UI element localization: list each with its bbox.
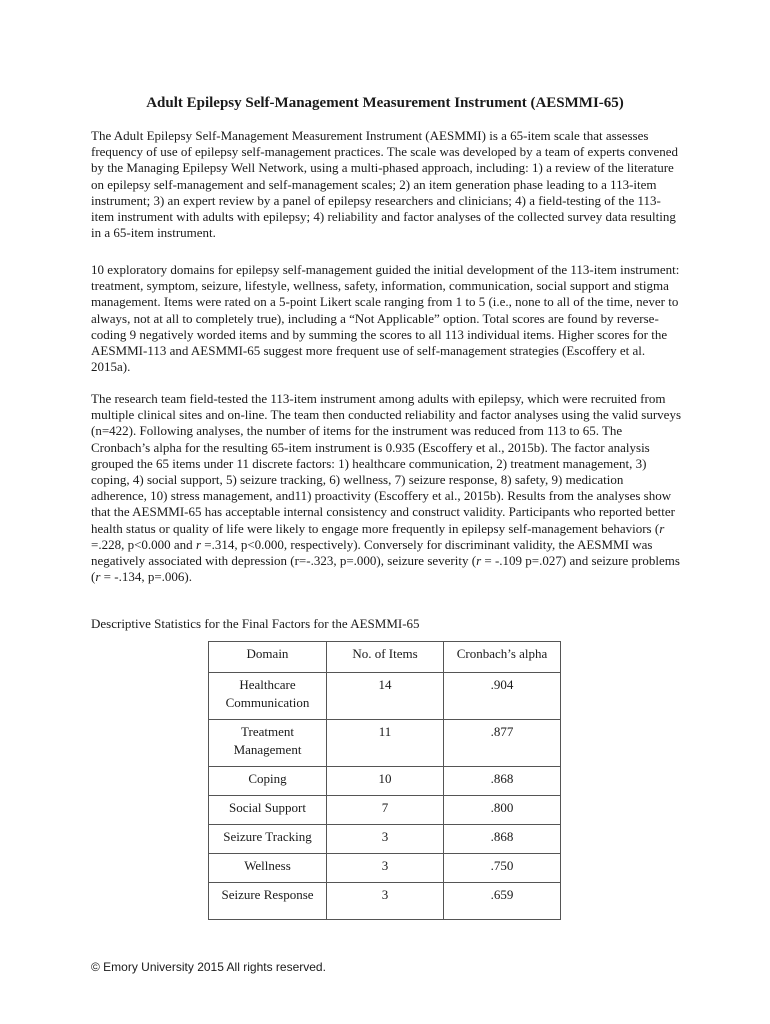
cell-domain: Seizure Tracking <box>209 825 327 854</box>
cell-items: 3 <box>327 883 444 920</box>
results-text-c: =.314, p<0.000, respectively). Conversely for discriminant validity, the AESMMI was negatively associated with depression (r=-.323, p=.000), seizure severity ( <box>91 536 653 569</box>
cell-domain: Healthcare Communication <box>209 673 327 720</box>
cell-items: 3 <box>327 825 444 854</box>
cell-alpha: .877 <box>444 720 561 767</box>
table-row <box>209 796 561 825</box>
table-row <box>209 720 561 767</box>
cell-alpha: .659 <box>444 883 561 920</box>
cell-alpha: .868 <box>444 825 561 854</box>
header-items: No. of Items <box>327 642 444 673</box>
table-row <box>209 854 561 883</box>
statistics-table <box>208 641 561 920</box>
table-row <box>209 673 561 720</box>
table-row <box>209 883 561 920</box>
table-row <box>209 825 561 854</box>
cell-alpha: .868 <box>444 767 561 796</box>
cell-alpha: .750 <box>444 854 561 883</box>
header-alpha: Cronbach’s alpha <box>444 642 561 673</box>
document-title: Adult Epilepsy Self-Management Measurement Instrument (AESMMI-65) <box>146 95 624 111</box>
header-domain: Domain <box>209 642 327 673</box>
r-symbol: r <box>195 536 201 552</box>
table-row <box>209 767 561 796</box>
cell-alpha: .800 <box>444 796 561 825</box>
cell-items: 7 <box>327 796 444 825</box>
cell-items: 14 <box>327 673 444 720</box>
r-symbol: r <box>659 520 665 536</box>
r-symbol: r <box>95 569 101 585</box>
results-paragraph <box>91 391 681 585</box>
cell-domain: Seizure Response <box>209 883 327 920</box>
cell-domain: Wellness <box>209 854 327 883</box>
cell-alpha: .904 <box>444 673 561 720</box>
cell-domain: Social Support <box>209 796 327 825</box>
results-text-b: =.228, p<0.000 and <box>91 536 196 552</box>
cell-domain: Coping <box>209 767 327 796</box>
results-text-e: = -.134, p=.006). <box>100 569 192 585</box>
domains-paragraph: 10 exploratory domains for epilepsy self-management guided the initial development of the 113-item instrument: treatment, symptom, seizure, lifestyle, wellness, safety, information, communication, social support and stigma management. Items were rated on a 5-point Likert scale ranging from 1 to 5 (i.e., none to all of the time, never to always, not at all to completely true), including a “Not Applicable” option. Total scores are found by reverse-coding 9 negatively worded items and by summing the scores to all 113 individual items. Higher scores for the AESMMI-113 and AESMMI-65 suggest more frequent use of self-management strategies (Escoffery et al. 2015a). <box>91 262 680 375</box>
results-text-a: The research team field-tested the 113-item instrument among adults with epilepsy, which were recruited from multiple clinical sites and on-line. The team then conducted reliability and factor analyses using the valid surveys (n=422). Following analyses, the number of items for the instrument was reduced from 113 to 65. The Cronbach’s alpha for the resulting 65-item instrument is 0.935 (Escoffery et al., 2015b). The factor analysis grouped the 65 items under 11 discrete factors: 1) healthcare communication, 2) treatment management, 3) coping, 4) social support, 5) seizure tracking, 6) wellness, 7) seizure response, 8) safety, 9) medication adherence, 10) stress management, and11) proactivity (Escoffery et al., 2015b). Results from the analyses show that the AESMMI-65 has acceptable internal consistency and construct validity. Participants who reported better health status or quality of life were likely to engage more frequently in epilepsy self-management behaviors ( <box>91 391 682 536</box>
table-caption: Descriptive Statistics for the Final Factors for the AESMMI-65 <box>91 616 420 631</box>
r-symbol: r <box>476 553 482 569</box>
table-header-row <box>209 642 561 673</box>
results-text-d: = -.109 p=.027) and seizure problems ( <box>91 553 680 585</box>
intro-paragraph: The Adult Epilepsy Self-Management Measurement Instrument (AESMMI) is a 65-item scale that assesses frequency of use of epilepsy self-management practices. The scale was developed by a team of experts convened by the Managing Epilepsy Well Network, using a multi-phased approach, including: 1) a review of the literature on epilepsy self-management and self-management scales; 2) an item generation phase leading to a 113-item instrument; 3) an expert review by a panel of epilepsy researchers and clinicians; 4) a field-testing of the 113-item instrument with adults with epilepsy; 4) reliability and factor analyses of the collected survey data resulting in a 65-item instrument. <box>91 128 679 241</box>
cell-items: 3 <box>327 854 444 883</box>
cell-domain: Treatment Management <box>209 720 327 767</box>
copyright-footer: © Emory University 2015 All rights reserved. <box>91 960 326 974</box>
cell-items: 11 <box>327 720 444 767</box>
cell-items: 10 <box>327 767 444 796</box>
